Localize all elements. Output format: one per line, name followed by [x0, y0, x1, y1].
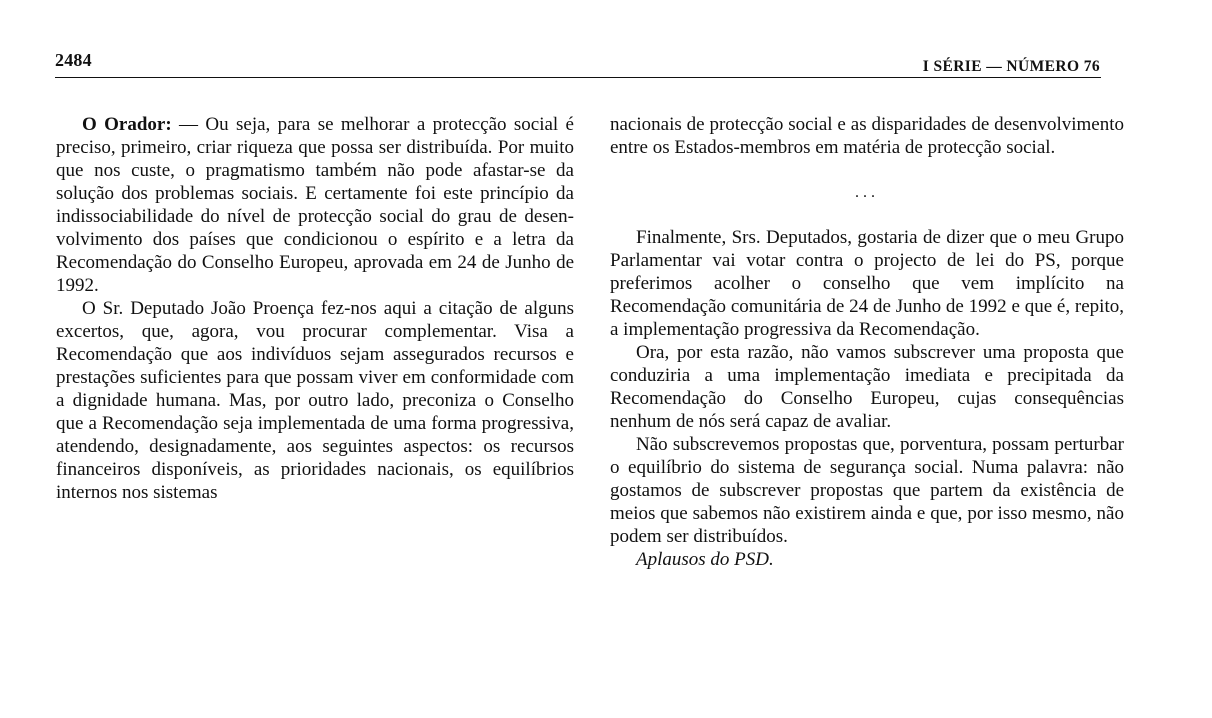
- right-column: [610, 113, 1124, 571]
- paragraph-orador: [56, 113, 574, 297]
- paragraph-finalmente: Finalmente, Srs. Deputados, gostaria de dizer que o meu Grupo Parlamentar vai votar contra o projecto de lei do PS, porque preferimos acolher o conselho que vem implícito na Recomendação comunitária de 24 de Junho de 1992 e que é, repito, a implementação progressiva da Recomendação.: [610, 227, 1124, 340]
- paragraph-continuation: nacionais de protecção social e as disparidades de desenvolvimento entre os Estados-membros em matéria de protecção social.: [610, 114, 1124, 158]
- paragraph-nao-subscrevemos: Não subscrevemos propostas que, porventura, possam perturbar o equilíbrio do sistema de segurança social. Numa palavra: não gostamos de subscrever propostas que partem da existência de meios que sabemos não existirem ainda e que, por isso mesmo, não podem ser distribuídos.: [610, 434, 1124, 547]
- paragraph-text: — Ou seja, para se melhorar a protecção social é preciso, primeiro, criar riqueza que possa ser distribuída. Por muito que nos custe, o pragmatismo também não pode afastar-se da solução dos problemas sociais. E certamente foi este princípio da indissociabilidade do nível de protecção social do grau de desenvolvimento dos países que condicionou o espírito e a letra da Recomendação do Conselho Europeu, aprovada em 24 de Junho de 1992.: [56, 114, 574, 296]
- speaker-label: O Orador:: [82, 114, 172, 135]
- left-column: [56, 113, 574, 504]
- page-number: 2484: [55, 50, 92, 70]
- series-number: I SÉRIE — NÚMERO 76: [922, 58, 1100, 75]
- paragraph-ora: Ora, por esta razão, não vamos subscrever uma proposta que conduziria a uma implementação imediata e precipitada da Recomendação do Conselho Europeu, cujas consequências nenhum de nós será capaz de avaliar.: [610, 342, 1124, 432]
- section-ellipsis: ...: [855, 184, 879, 201]
- paragraph-proenca: O Sr. Deputado João Proença fez-nos aqui a citação de alguns excertos, que, agora, vou procurar complementar. Visa a Recomendação que aos indivíduos sejam assegurados recursos e prestações suficientes para que possam viver em conformidade com a dignidade humana. Mas, por outro lado, preconiza o Conselho que a Recomendação seja implementada de uma forma progressiva, atendendo, designadamente, aos seguintes aspectos: os recursos financeiros disponíveis, as prioridades nacionais, os equilíbrios internos nos sistemas: [56, 298, 574, 503]
- applause-note: Aplausos do PSD.: [636, 549, 774, 570]
- header-divider: [55, 77, 1101, 78]
